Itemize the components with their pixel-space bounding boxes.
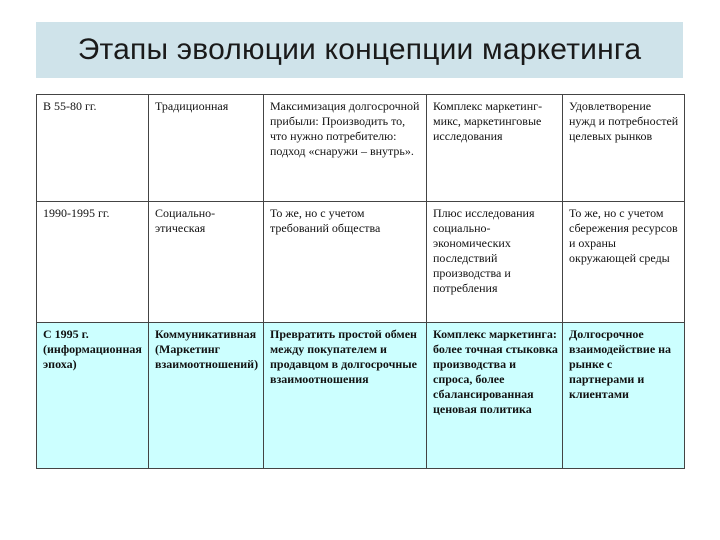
concept-cell: Традиционная	[149, 95, 264, 202]
period-cell: 1990-1995 гг.	[37, 202, 149, 323]
result-cell: То же, но с учетом сбережения ресурсов и охраны окружающей среды	[563, 202, 685, 323]
tools-cell: Комплекс маркетинг-микс, маркетинговые исследования	[427, 95, 563, 202]
table-row	[37, 95, 685, 202]
tools-cell: Плюс исследования социально-экономических последствий производства и потребления	[427, 202, 563, 323]
table-row	[37, 202, 685, 323]
goal-cell: Превратить простой обмен между покупателем и продавцом в долгосрочные взаимоотношения	[264, 323, 427, 469]
tools-cell: Комплекс маркетинга: более точная стыковка производства и спроса, более сбалансированная ценовая политика	[427, 323, 563, 469]
goal-cell: Максимизация долгосрочной прибыли: Производить то, что нужно потребителю: подход «снаружи – внутрь».	[264, 95, 427, 202]
concept-cell: Социально-этическая	[149, 202, 264, 323]
title-banner	[36, 22, 683, 78]
concept-cell: Коммуникативная (Маркетинг взаимоотношений)	[149, 323, 264, 469]
goal-cell: То же, но с учетом требований общества	[264, 202, 427, 323]
slide-title: Этапы эволюции концепции маркетинга	[77, 33, 642, 66]
table-row-highlighted	[37, 323, 685, 469]
result-cell: Долгосрочное взаимодействие на рынке с партнерами и клиентами	[563, 323, 685, 469]
period-cell: С 1995 г. (информационная эпоха)	[37, 323, 149, 469]
result-cell: Удовлетворение нужд и потребностей целевых рынков	[563, 95, 685, 202]
evolution-table	[36, 94, 685, 469]
period-cell: В 55-80 гг.	[37, 95, 149, 202]
